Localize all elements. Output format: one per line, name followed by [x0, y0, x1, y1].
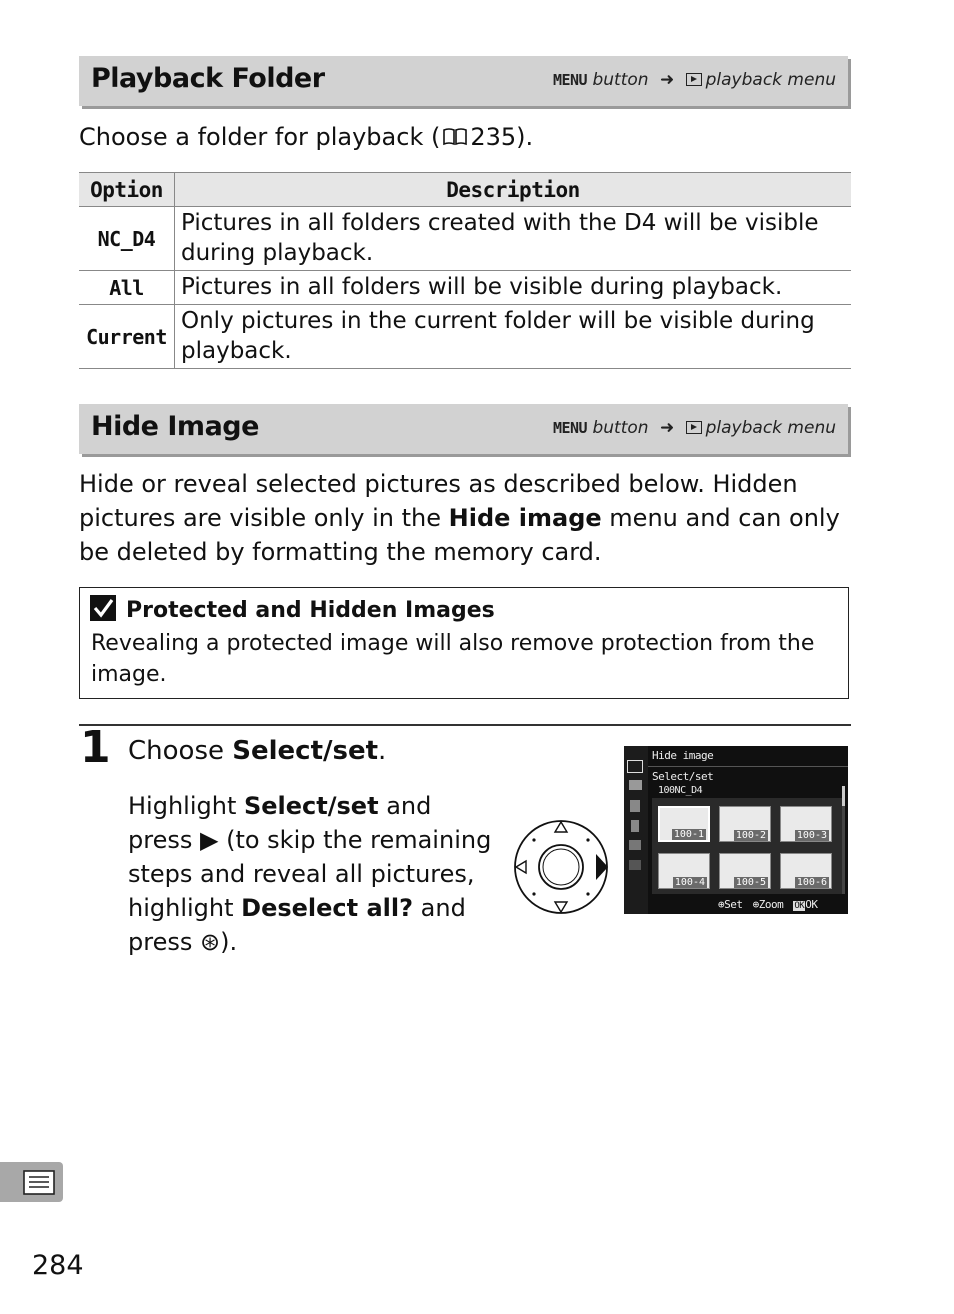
intro-suffix: ).	[516, 123, 534, 151]
note-box	[79, 587, 849, 699]
camera-tab-icon	[629, 780, 642, 790]
step-body	[128, 789, 498, 959]
retouch-tab-icon	[629, 840, 641, 850]
intro-text-end: menu and can only be deleted by formatting the memory card.	[79, 504, 840, 566]
thumbnail-label: 100-4	[674, 877, 705, 888]
step-title	[128, 736, 386, 766]
page-ref[interactable]: 235	[470, 123, 517, 151]
playback-tab-icon	[627, 760, 643, 773]
step-text: and press	[128, 894, 466, 956]
menu-guide-tab	[0, 1162, 63, 1202]
ok-key-icon: OK	[794, 901, 805, 911]
section-title: Hide Image	[91, 411, 259, 442]
arrow-icon: ➜	[659, 70, 675, 90]
menu-word: MENU	[552, 419, 588, 437]
step-title-suffix: .	[378, 736, 387, 766]
step-title-prefix: Choose	[128, 736, 233, 766]
thumbnail-label: 100-6	[796, 877, 827, 888]
step-text: (to skip the remaining steps and reveal all pictures, highlight	[128, 826, 492, 922]
option-cell: All	[79, 271, 175, 305]
screen-divider	[648, 766, 848, 767]
note-title	[90, 595, 495, 623]
playback-folder-intro	[79, 120, 533, 154]
footer-ok: OK	[805, 898, 818, 911]
button-word: button	[592, 70, 649, 90]
options-table	[79, 172, 851, 369]
hide-image-header	[79, 404, 848, 454]
table-row	[79, 271, 851, 305]
thumbnail-label: 100-5	[735, 877, 766, 888]
step-bold: Select/set	[243, 792, 379, 820]
screen-footer	[718, 898, 817, 911]
screen-title: Hide image	[652, 749, 714, 762]
table-header-row	[79, 173, 851, 207]
description-cell: Pictures in all folders created with the D4 will be visible during playback.	[175, 207, 852, 271]
menu-word: MENU	[552, 71, 588, 89]
divider	[79, 724, 851, 726]
option-cell: Current	[79, 305, 175, 369]
button-word: button	[592, 418, 649, 438]
intro-text: Choose a folder for playback (	[79, 123, 441, 151]
option-cell: NC_D4	[79, 207, 175, 271]
playback-menu-icon	[686, 421, 702, 434]
zoom-icon: ⊕	[752, 898, 759, 911]
thumbnail	[658, 806, 710, 842]
playback-menu-icon	[686, 73, 702, 86]
intro-text: Hide or reveal selected pictures as described below. Hidden pictures are visible only in the	[79, 470, 798, 532]
intro-bold: Hide image	[448, 504, 602, 532]
screen-folder: 100NC_D4	[658, 785, 703, 796]
description-cell: Pictures in all folders will be visible during playback.	[175, 271, 852, 305]
step-text: ).	[220, 928, 238, 956]
step-text: and press	[128, 792, 432, 854]
step-bold: Deselect all?	[241, 894, 414, 922]
thumbnail	[719, 853, 771, 889]
note-title-text: Protected and Hidden Images	[126, 598, 495, 623]
option-header: Option	[79, 173, 175, 207]
screen-scrollbar	[842, 786, 845, 894]
description-cell: Only pictures in the current folder will be visible during playback.	[175, 305, 852, 369]
playback-folder-header	[79, 56, 848, 106]
footer-zoom: Zoom	[758, 898, 784, 911]
book-icon	[442, 127, 468, 147]
table-row	[79, 305, 851, 369]
hide-image-intro	[79, 467, 854, 569]
menu-path	[553, 418, 836, 438]
wrench-tab-icon	[631, 820, 639, 832]
thumbnail-label: 100-2	[735, 830, 766, 841]
arrow-icon: ➜	[659, 418, 675, 438]
footer-set: Set	[724, 898, 743, 911]
dpad-icon: ⊕	[718, 898, 725, 911]
thumbnail	[658, 853, 710, 889]
step-title-bold: Select/set	[232, 736, 379, 766]
page-number: 284	[32, 1250, 84, 1281]
multi-selector-icon	[511, 818, 611, 916]
camera-screen	[624, 746, 848, 914]
menu-name: playback menu	[705, 418, 836, 438]
menu-name: playback menu	[705, 70, 836, 90]
thumbnail	[780, 853, 832, 889]
thumbnail-label: 100-3	[796, 830, 827, 841]
description-header: Description	[175, 173, 852, 207]
thumbnail-label: 100-1	[673, 829, 704, 840]
list-icon	[0, 1162, 63, 1202]
pencil-tab-icon	[630, 800, 640, 812]
thumbnail	[780, 806, 832, 842]
right-arrow-icon: ▶	[199, 826, 219, 854]
checkmark-icon	[90, 595, 116, 621]
step-number: 1	[80, 722, 111, 773]
thumbnail	[719, 806, 771, 842]
menu-path	[553, 70, 836, 90]
mymenu-tab-icon	[629, 860, 641, 870]
step-text: Highlight	[128, 792, 244, 820]
note-text: Revealing a protected image will also remove protection from the image.	[91, 631, 815, 687]
screen-subtitle: Select/set	[652, 770, 714, 783]
ok-button-icon: ⊛	[199, 928, 221, 956]
table-row	[79, 207, 851, 271]
section-title: Playback Folder	[91, 63, 325, 94]
